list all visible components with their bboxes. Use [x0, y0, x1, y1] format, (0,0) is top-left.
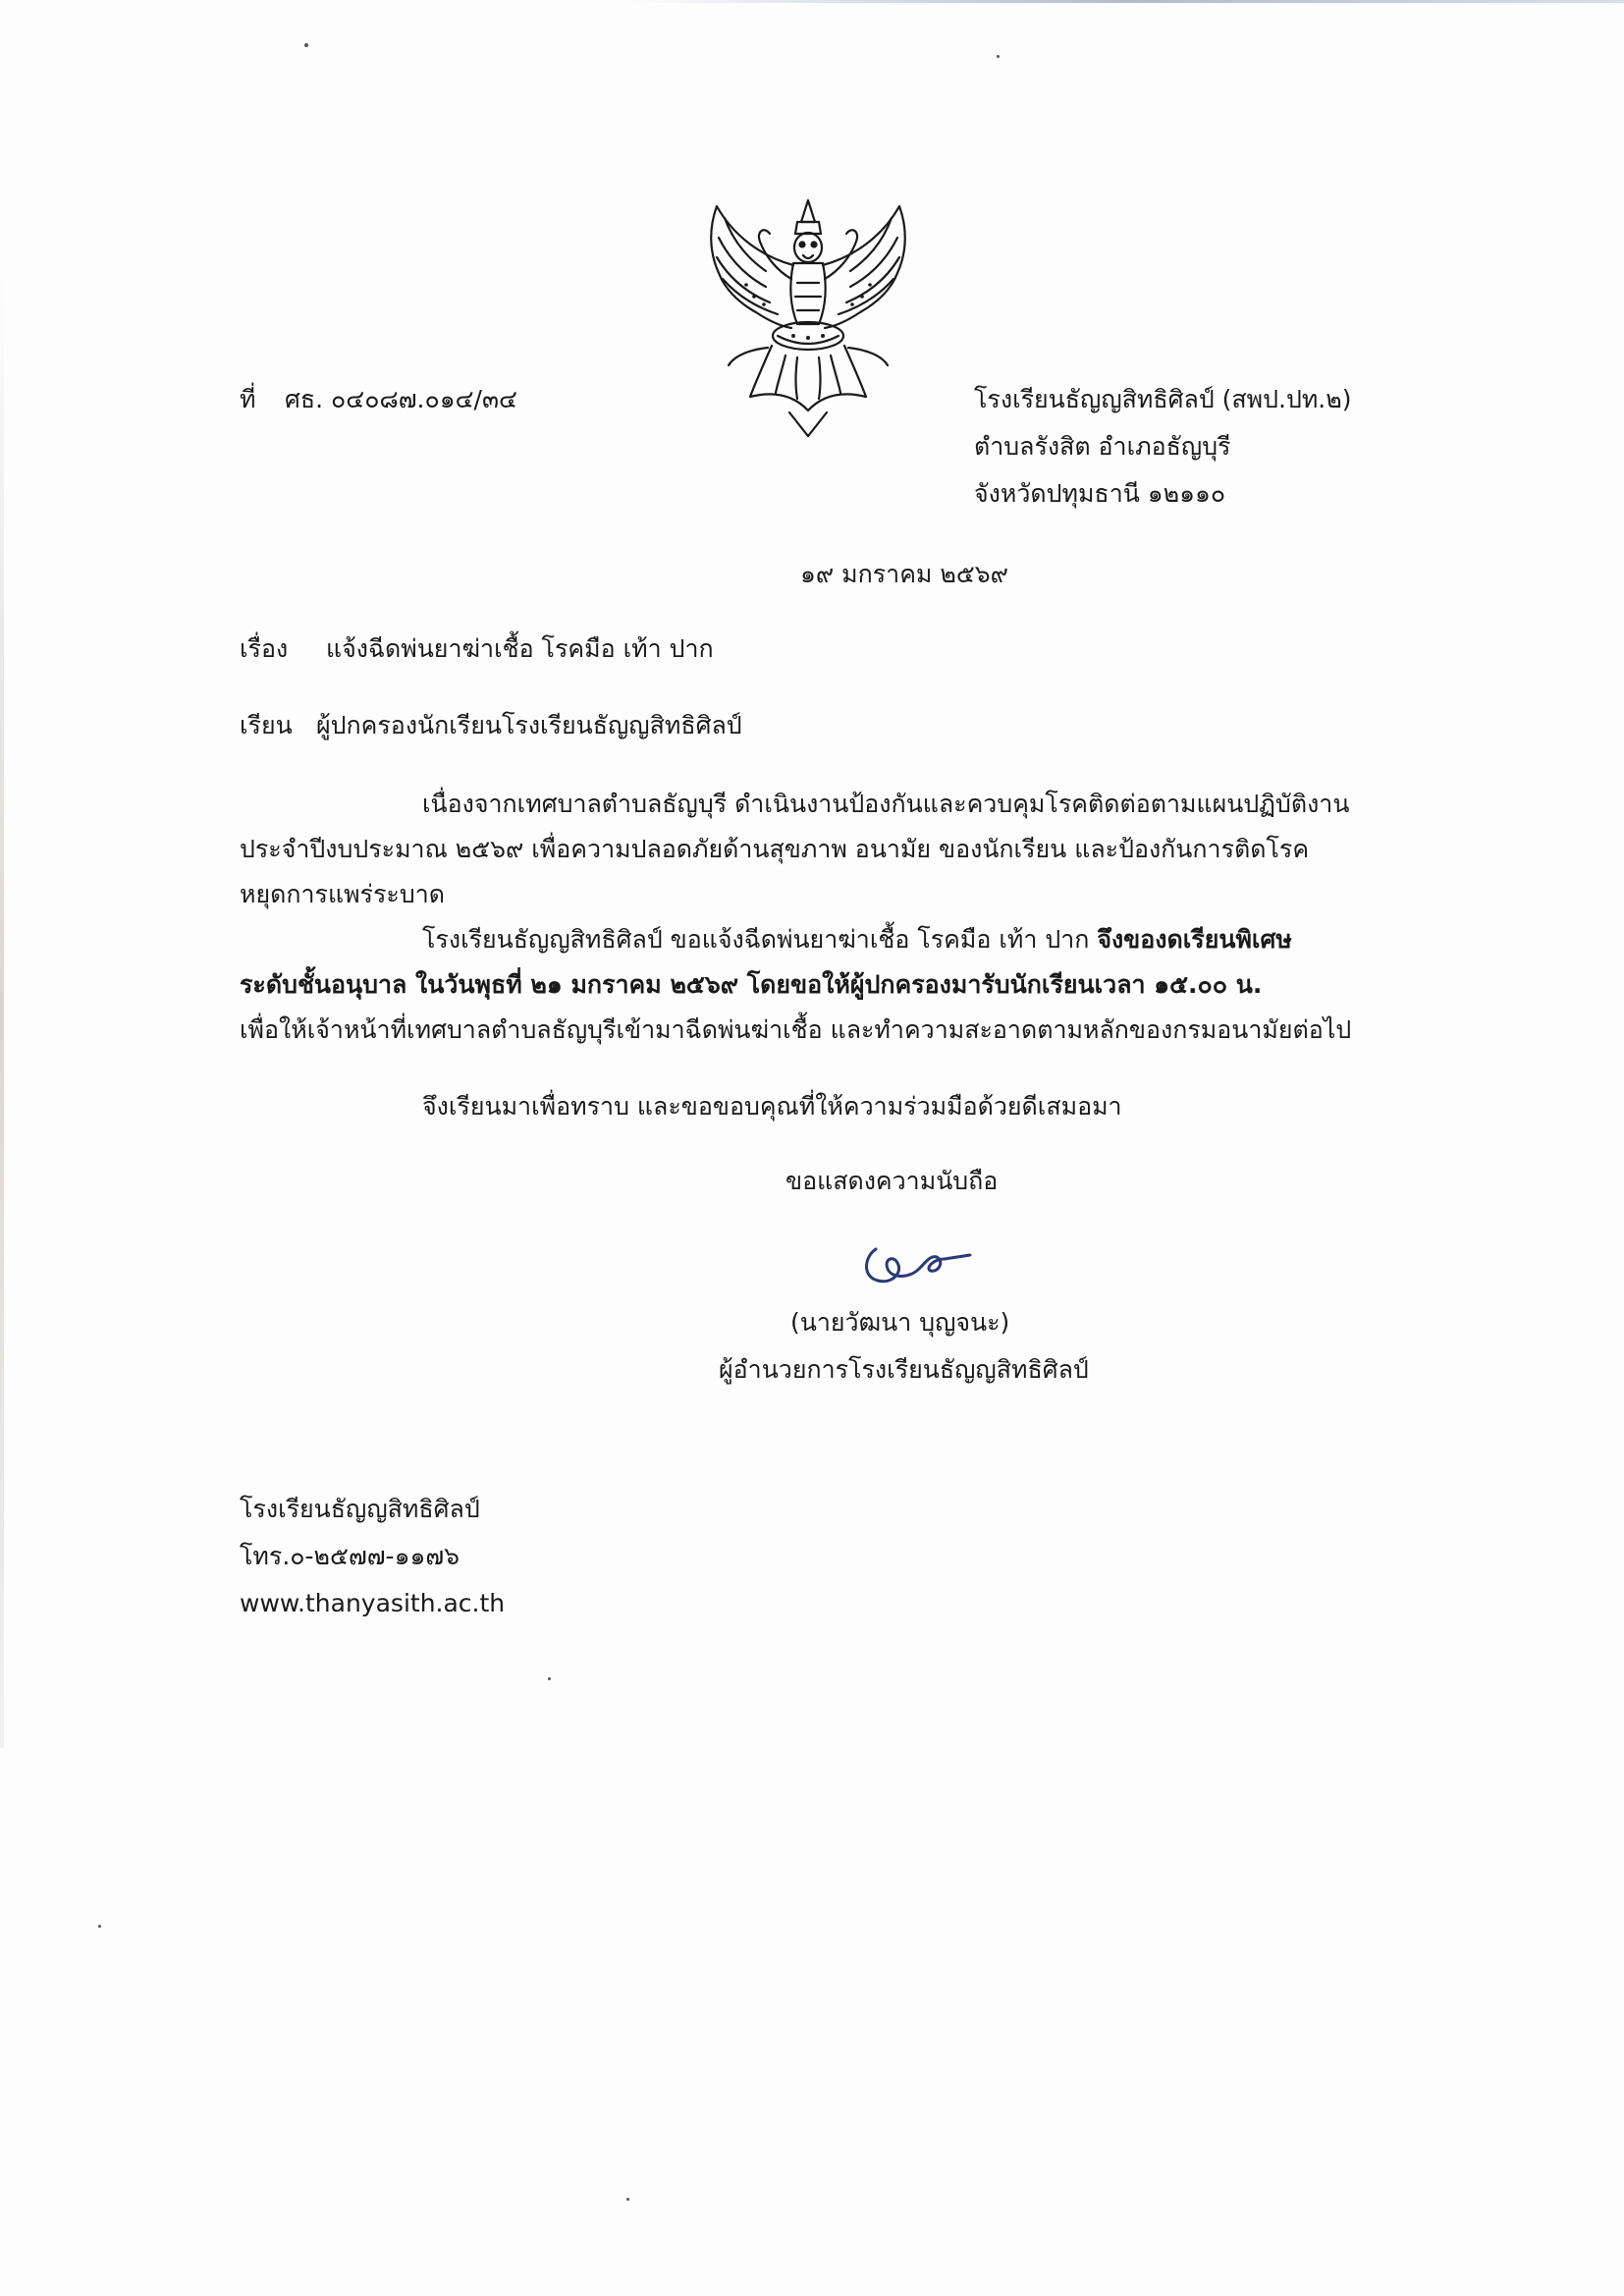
closing-line: จึงเรียนมาเพื่อทราบ และขอขอบคุณที่ให้ความร่วมมือด้วยดีเสมอมา	[422, 1092, 1122, 1121]
subject-label: เรื่อง	[240, 634, 289, 663]
signer-title: ผู้อำนวยการโรงเรียนธัญญสิทธิศิลป์	[719, 1355, 1089, 1384]
reference-label: ที่	[240, 385, 256, 413]
paragraph-line: เพื่อให้เจ้าหน้าที่เทศบาลตำบลธัญบุรีเข้ามาฉีดพ่นฆ่าเชื้อ และทำความสะอาดตามหลักของกรมอนามัยต่อไป	[240, 1015, 1352, 1044]
paragraph-line: ประจำปีงบประมาณ ๒๕๖๙ เพื่อความปลอดภัยด้านสุขภาพ อนามัย ของนักเรียน และป้องกันการติดโรค	[240, 835, 1310, 863]
scan-speck	[98, 1925, 101, 1928]
scan-artifact-top	[628, 0, 1624, 3]
paragraph-text: โรงเรียนธัญญสิทธิศิลป์ ขอแจ้งฉีดพ่นยาฆ่าเชื้อ โรคมือ เท้า ปาก	[422, 925, 1098, 954]
reference-number: ศธ. ๐๔๐๘๗.๐๑๔/๓๔	[285, 385, 517, 413]
body-paragraph-1	[240, 782, 1406, 917]
scan-speck	[626, 2198, 629, 2201]
letter-date: ๑๙ มกราคม ๒๕๖๙	[800, 560, 1008, 588]
recipient-text: ผู้ปกครองนักเรียนโรงเรียนธัญญสิทธิศิลป์	[316, 711, 742, 739]
garuda-emblem-icon	[695, 189, 921, 439]
sender-district: ตำบลรังสิต อำเภอธัญบุรี	[974, 432, 1231, 461]
subject-text: แจ้งฉีดพ่นยาฆ่าเชื้อ โรคมือ เท้า ปาก	[326, 634, 714, 663]
signer-name: (นายวัฒนา บุญจนะ)	[790, 1308, 1010, 1337]
scan-speck	[548, 1677, 551, 1680]
footer-website: www.thanyasith.ac.th	[240, 1589, 506, 1617]
scan-speck	[997, 55, 1000, 58]
sender-school: โรงเรียนธัญญสิทธิศิลป์ (สพป.ปท.๒)	[974, 385, 1352, 413]
sign-off: ขอแสดงความนับถือ	[785, 1167, 999, 1195]
footer-phone: โทร.๐-๒๕๗๗-๑๑๗๖	[240, 1542, 460, 1570]
recipient-label: เรียน	[240, 711, 293, 739]
paragraph-line: เนื่องจากเทศบาลตำบลธัญบุรี ดำเนินงานป้องกันและควบคุมโรคติดต่อตามแผนปฏิบัติงาน	[422, 790, 1350, 818]
scan-speck	[304, 43, 308, 47]
paragraph-line	[240, 917, 1406, 962]
paragraph-line: หยุดการแพร่ระบาด	[240, 880, 445, 908]
scan-artifact-left	[0, 275, 4, 1748]
handwritten-signature	[854, 1235, 992, 1294]
emphasis-line: ระดับชั้นอนุบาล ในวันพุธที่ ๒๑ มกราคม ๒๕๖๙ โดยขอให้ผู้ปกครองมารับนักเรียนเวลา ๑๕.๐๐ น.	[240, 970, 1263, 999]
footer-school: โรงเรียนธัญญสิทธิศิลป์	[240, 1495, 480, 1523]
emphasis-text: จึงของดเรียนพิเศษ	[1097, 925, 1292, 954]
sender-province: จังหวัดปทุมธานี ๑๒๑๑๐	[974, 479, 1226, 508]
body-paragraph-2	[240, 917, 1406, 1053]
